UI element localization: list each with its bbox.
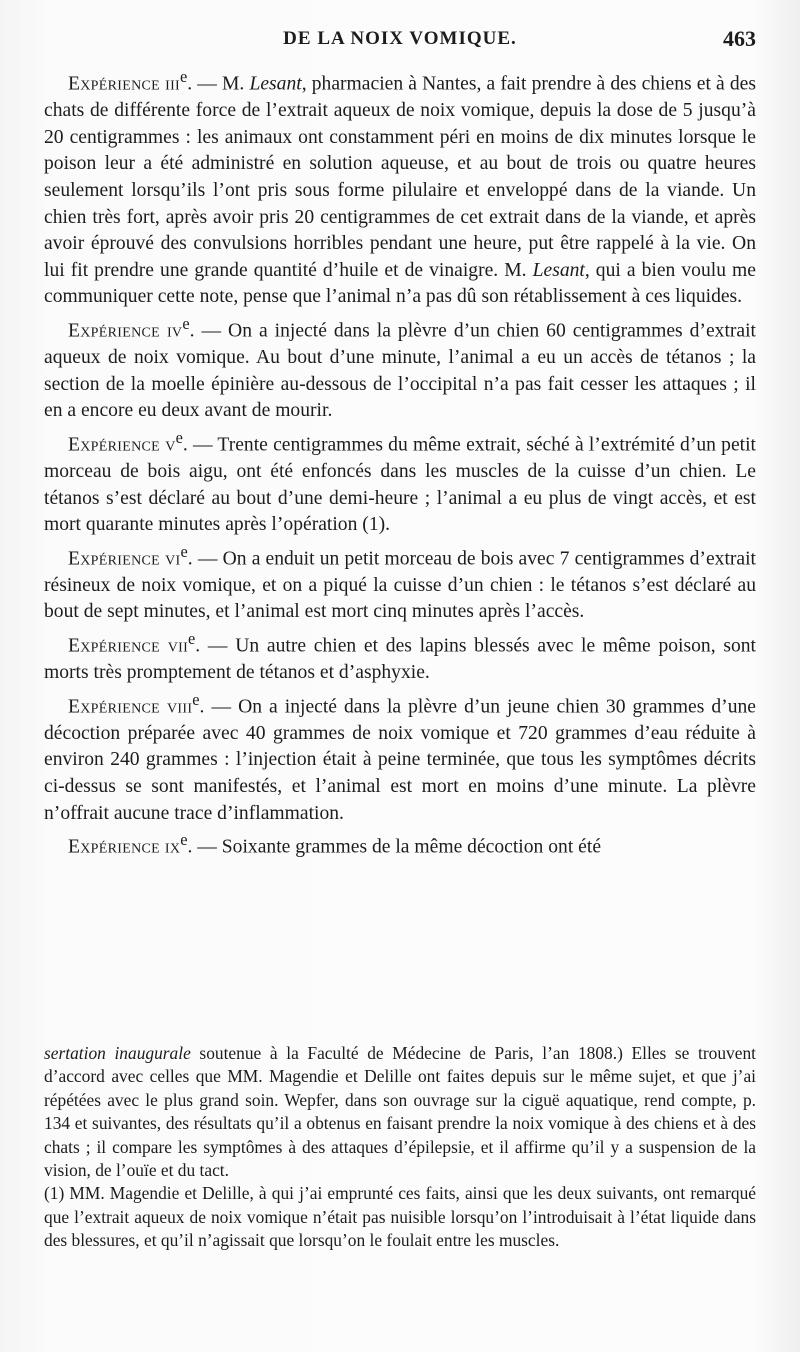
experience-number: iii [165, 73, 180, 95]
experience-number: vii [167, 635, 189, 657]
paragraph-text: . — Trente centigrammes du même extrait, séché à l’extrémité d’un petit morceau de bois aigu, ont été enfoncés dans les muscles de la cuisse d’un chien. Le tétanos s’est déclaré au bout d’une demi-heure ; l’animal a eu plus de vingt accès, et est mort quarante minutes après l’opération (1). [44, 434, 756, 536]
paragraph-text: , qui a bien voulu me communiquer cette note, pense que l’animal n’a pas dû son rétablissement à ces liquides. [44, 259, 756, 308]
person-name: Lesant [249, 73, 302, 95]
experience-label: Expérience [68, 836, 160, 858]
paragraph-text: , pharmacien à Nantes, a fait prendre à des chiens et à des chats de différente force de l’extrait aqueux de noix vomique, depuis la dose de 5 jusqu’à 20 centigrammes : les animaux ont constamment péri en moins de dix minutes lorsque le poison leur a été administré en solution aqueuse, et au bout de trois ou quatre heures seulement lorsqu’ils l’ont pris sous forme pilulaire et enveloppé dans de la viande. Un chien très fort, après avoir pris 20 centigrammes de cet extrait dans de la viande, et après avoir éprouvé des convulsions horribles pendant une heure, put être rappelé à la vie. On lui fit prendre une grande quantité d’huile et de vinaigre. M. [44, 73, 756, 281]
superscript: e [180, 830, 188, 850]
footnote-continuation [44, 1042, 756, 1182]
person-name: Lesant [532, 259, 585, 281]
paragraph-text: . — On a injecté dans la plèvre d’un jeune chien 30 grammes d’une décoction préparée avec 40 grammes de noix vomique et 720 grammes d’eau réduite à environ 240 grammes : l’injection était à peine terminée, que tous les symptômes décrits ci-dessus se sont manifestés, et l’animal est mort en moins d’une minute. La plèvre n’offrait aucune trace d’inflammation. [44, 696, 756, 824]
paragraph-experience-6 [44, 539, 756, 626]
superscript: e [175, 427, 183, 447]
experience-number: ix [164, 836, 181, 858]
footnote-italic: sertation inaugurale [44, 1043, 191, 1063]
paragraph-experience-7 [44, 626, 756, 687]
footnote-text: soutenue à la Faculté de Médecine de Paris, l’an 1808.) Elles se trouvent d’accord avec celles que MM. Magendie et Delille ont faites depuis sur le même sujet, et que j’ai répétées avec le plus grand soin. Wepfer, dans son ouvrage sur la ciguë aquatique, rend compte, p. 134 et suivantes, des résultats qu’il a obtenus en faisant prendre la noix vomique à des chiens et à des chats ; il compare les symptômes à des attaques d’épilepsie, et il affirme qu’il y a suspension de la vision, de l’ouïe et du tact. [44, 1043, 756, 1181]
footnotes [44, 1042, 756, 1253]
paragraph-text: . — On a enduit un petit morceau de bois avec 7 centigrammes d’extrait résineux de noix vomique, et on a piqué la cuisse d’un chien : le tétanos s’est déclaré au bout de sept minutes, et l’animal est mort cinq minutes après l’accès. [44, 548, 756, 623]
paragraph-text: . — Soixante grammes de la même décoction ont été [187, 836, 602, 858]
paragraph-text: . — Un autre chien et des lapins blessés avec le même poison, sont morts très promptement de tétanos et d’asphyxie. [44, 635, 757, 684]
experience-number: viii [167, 696, 193, 718]
paragraph-experience-9 [44, 827, 756, 861]
experience-label: Expérience [68, 320, 160, 342]
footnote-1: (1) MM. Magendie et Delille, à qui j’ai emprunté ces faits, ainsi que les deux suivants, ont remarqué que l’extrait aqueux de noix vomique n’était pas nuisible lorsqu’on l’introduisait à l’état liquide dans des blessures, et qu’il n’agissait que lorsqu’on le foulait entre les muscles. [44, 1183, 756, 1251]
paragraph-experience-8 [44, 687, 756, 828]
superscript: e [192, 689, 200, 709]
experience-number: vi [165, 548, 181, 570]
paragraph-text: . — On a injecté dans la plèvre d’un chien 60 centigrammes d’extrait aqueux de noix vomique. Au bout d’une minute, l’animal a eu un accès de tétanos ; la section de la moelle épinière au-dessous de l’occipital n’a pas fait cesser les attaques ; il en a encore eu deux avant de mourir. [44, 320, 757, 422]
experience-label: Expérience [68, 434, 160, 456]
page-number: 463 [723, 26, 756, 51]
experience-label: Expérience [68, 548, 160, 570]
experience-number: v [165, 434, 176, 456]
experience-number: iv [166, 320, 183, 342]
paragraph-lead: . — M. [187, 73, 250, 95]
page-header [44, 28, 756, 58]
experience-label: Expérience [68, 635, 160, 657]
experience-label: Expérience [68, 696, 160, 718]
superscript: e [188, 629, 196, 648]
paragraph-experience-5 [44, 425, 756, 539]
superscript: e [180, 67, 188, 86]
experience-label: Expérience [68, 73, 160, 95]
main-text [44, 64, 756, 861]
paragraph-experience-4 [44, 311, 756, 425]
running-title: DE LA NOIX VOMIQUE. [283, 28, 517, 49]
paragraph-experience-3 [44, 64, 756, 311]
superscript: e [182, 313, 190, 333]
superscript: e [180, 541, 188, 561]
